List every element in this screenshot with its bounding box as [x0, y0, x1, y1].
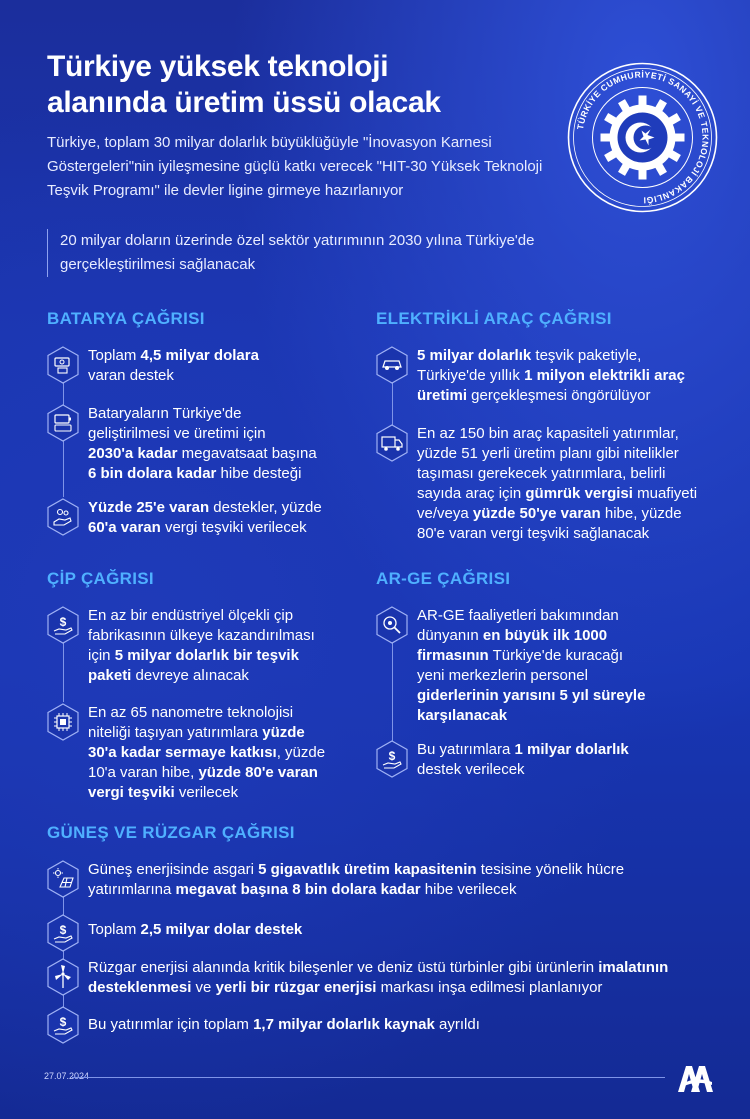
- body-text: destek verilecek: [417, 761, 525, 778]
- highlight-text: 5 milyar dolarlık bir teşvik: [114, 647, 299, 664]
- highlight-text: 5 milyar dolarlık: [417, 347, 532, 364]
- body-text: sayıda araç için: [417, 485, 526, 502]
- hand-coins-icon: [46, 498, 80, 536]
- research-icon: [375, 606, 409, 644]
- body-text: teşvik paketiyle,: [531, 347, 642, 364]
- body-text: 80'e varan vergi teşviki sağlanacak: [417, 525, 650, 542]
- body-text: En az 150 bin araç kapasiteli yatırımlar,: [417, 425, 679, 442]
- body-text: destekler, yüzde: [209, 499, 322, 516]
- highlight-text: 1,7 milyar dolarlık kaynak: [253, 1016, 435, 1033]
- section-title-cip: ÇİP ÇAĞRISI: [47, 569, 154, 588]
- body-text: fabrikasının ülkeye kazandırılması: [88, 627, 315, 644]
- ministry-seal: [565, 60, 720, 215]
- list-item: [46, 606, 356, 690]
- svg-text:$: $: [59, 1015, 67, 1029]
- item-text: [88, 703, 325, 803]
- highlight-text: 2030'a kadar: [88, 445, 178, 462]
- list-item: [375, 740, 725, 782]
- dollar-hand-icon: [375, 740, 409, 778]
- highlight-text: en büyük ilk 1000: [482, 627, 608, 644]
- list-item: [46, 703, 356, 803]
- body-text: dünyanın: [417, 627, 483, 644]
- svg-text:$: $: [59, 923, 67, 937]
- highlight-text: 60'a varan: [88, 519, 161, 536]
- list-item: [375, 424, 725, 544]
- item-text: [88, 958, 668, 998]
- aa-logo: [676, 1062, 716, 1094]
- item-text: [417, 606, 645, 726]
- highlight-text: 30'a kadar sermaye katkısı: [88, 744, 277, 761]
- highlight-text: yüzde 80'e varan: [198, 764, 318, 781]
- item-text: [88, 404, 317, 484]
- highlight-quote: 20 milyar doların üzerinde özel sektör yatırımının 2030 yılına Türkiye'de gerçekleştirilmesi sağlanacak: [47, 229, 540, 277]
- highlight-text: karşılanacak: [417, 707, 508, 724]
- body-text: gerçekleşmesi öngörülüyor: [467, 387, 651, 404]
- list-item: [46, 958, 726, 1000]
- body-text: taşıması gerekecek yatırımlara, belirli: [417, 465, 666, 482]
- item-text: [417, 740, 629, 780]
- highlight-text: yüzde 50'ye varan: [472, 505, 601, 522]
- svg-text:$: $: [388, 749, 396, 763]
- body-text: ve/veya: [417, 505, 473, 522]
- intro-text: Türkiye, toplam 30 milyar dolarlık büyüklüğüyle "İnovasyon Karnesi Göstergeleri"nin iyileşmesine güçlü katkı verecek "HIT-30 Yüksek Teknoloji Teşvik Programı" ile devler ligine girmeye hazırlanıyor: [47, 134, 543, 199]
- body-text: markası inşa edilmesi planlanıyor: [376, 979, 603, 996]
- highlight-text: yüzde: [262, 724, 305, 741]
- section-title-batarya: BATARYA ÇAĞRISI: [47, 309, 205, 328]
- body-text: Toplam: [88, 921, 141, 938]
- body-text: ayrıldı: [434, 1016, 480, 1033]
- section-title-arge: AR-GE ÇAĞRISI: [376, 569, 511, 588]
- body-text: , yüzde: [276, 744, 326, 761]
- body-text: En az 65 nanometre teknolojisi: [88, 704, 294, 721]
- body-text: niteliği taşıyan yatırımlara: [88, 724, 263, 741]
- highlight-text: megavat başına 8 bin dolara kadar: [175, 881, 421, 898]
- item-text: [88, 860, 624, 900]
- title-line-2: alanında üretim üssü olacak: [47, 86, 441, 119]
- list-item: [375, 346, 725, 408]
- highlight-text: firmasının: [417, 647, 489, 664]
- body-text: Bu yatırımlara: [417, 741, 515, 758]
- body-text: Bu yatırımlar için toplam: [88, 1016, 254, 1033]
- highlight-text: 1 milyon elektrikli araç: [524, 367, 685, 384]
- body-text: yatırımlarına: [88, 881, 176, 898]
- dollar-hand-icon: [46, 1006, 80, 1044]
- body-text: vergi teşviki verilecek: [160, 519, 307, 536]
- battery-device-icon: [46, 404, 80, 442]
- truck-icon: [375, 424, 409, 462]
- highlight-text: 1 milyar dolarlık: [514, 741, 629, 758]
- highlight-text: desteklenmesi: [88, 979, 192, 996]
- item-text: [88, 346, 259, 386]
- footer-divider: [72, 1077, 665, 1078]
- body-text: geliştirilmesi ve üretimi için: [88, 425, 266, 442]
- highlight-text: paketi: [88, 667, 132, 684]
- list-item: [46, 860, 726, 902]
- highlight-text: vergi teşviki: [88, 784, 175, 801]
- wind-turbine-icon: [46, 958, 80, 996]
- highlight-text: yerli bir rüzgar enerjisi: [215, 979, 377, 996]
- item-text: [88, 920, 302, 940]
- dollar-hand-icon: [46, 606, 80, 644]
- list-item: [46, 346, 356, 388]
- body-text: tesisine yönelik hücre: [476, 861, 625, 878]
- body-text: yüzde 51 yerli üretim planı gibi nitelikler: [417, 445, 679, 462]
- item-text: [88, 498, 322, 538]
- list-item: [46, 498, 356, 540]
- item-text: [417, 346, 685, 406]
- body-text: AR-GE faaliyetleri bakımından: [417, 607, 619, 624]
- body-text: hibe desteği: [216, 465, 302, 482]
- section-title-elektrikli-arac: ELEKTRİKLİ ARAÇ ÇAĞRISI: [376, 309, 612, 328]
- body-text: Güneş enerjisinde asgari: [88, 861, 259, 878]
- body-text: Rüzgar enerjisi alanında kritik bileşenler ve deniz üstü türbinler gibi ürünlerin: [88, 959, 599, 976]
- list-item: [46, 404, 356, 488]
- list-item: [46, 1006, 726, 1046]
- publish-date: 27.07.2024: [44, 1071, 90, 1081]
- body-text: verilecek: [174, 784, 239, 801]
- highlight-text: imalatının: [598, 959, 669, 976]
- car-icon: [375, 346, 409, 384]
- highlight-text: 5 gigavatlık üretim kapasitenin: [258, 861, 477, 878]
- svg-text:$: $: [59, 615, 67, 629]
- body-text: Bataryaların Türkiye'de: [88, 405, 242, 422]
- highlight-text: 4,5 milyar dolara: [140, 347, 259, 364]
- item-text: [88, 1015, 480, 1035]
- highlight-text: Yüzde 25'e varan: [88, 499, 210, 516]
- list-item: [375, 606, 725, 726]
- body-text: hibe, yüzde: [600, 505, 682, 522]
- solar-icon: [46, 860, 80, 898]
- body-text: Toplam: [88, 347, 141, 364]
- dollar-hand-icon: [46, 914, 80, 952]
- body-text: 10'a varan hibe,: [88, 764, 199, 781]
- item-text: [417, 424, 697, 544]
- body-text: yeni merkezlerin personel: [417, 667, 588, 684]
- body-text: devreye alınacak: [131, 667, 249, 684]
- body-text: Türkiye'de kuracağı: [488, 647, 624, 664]
- highlight-text: giderlerinin yarısını 5 yıl süreyle: [417, 687, 646, 704]
- list-item: [46, 914, 726, 954]
- body-text: muafiyeti: [632, 485, 698, 502]
- page-title: [47, 49, 517, 121]
- highlight-text: üretimi: [417, 387, 468, 404]
- body-text: için: [88, 647, 115, 664]
- section-title-gunes-ruzgar: GÜNEŞ VE RÜZGAR ÇAĞRISI: [47, 823, 295, 842]
- body-text: varan destek: [88, 367, 174, 384]
- item-text: [88, 606, 315, 686]
- body-text: Türkiye'de yıllık: [417, 367, 525, 384]
- highlight-text: 6 bin dolara kadar: [88, 465, 217, 482]
- highlight-text: 2,5 milyar dolar destek: [140, 921, 303, 938]
- body-text: megavatsaat başına: [177, 445, 317, 462]
- seal-text: TÜRKİYE CUMHURİYETİ SANAYİ VE TEKNOLOJİ BAKANLIĞI: [575, 69, 711, 206]
- highlight-text: gümrük vergisi: [525, 485, 633, 502]
- battery-money-icon: [46, 346, 80, 384]
- chip-icon: [46, 703, 80, 741]
- body-text: hibe verilecek: [420, 881, 517, 898]
- title-line-1: Türkiye yüksek teknoloji: [47, 50, 389, 83]
- body-text: ve: [191, 979, 216, 996]
- body-text: En az bir endüstriyel ölçekli çip: [88, 607, 294, 624]
